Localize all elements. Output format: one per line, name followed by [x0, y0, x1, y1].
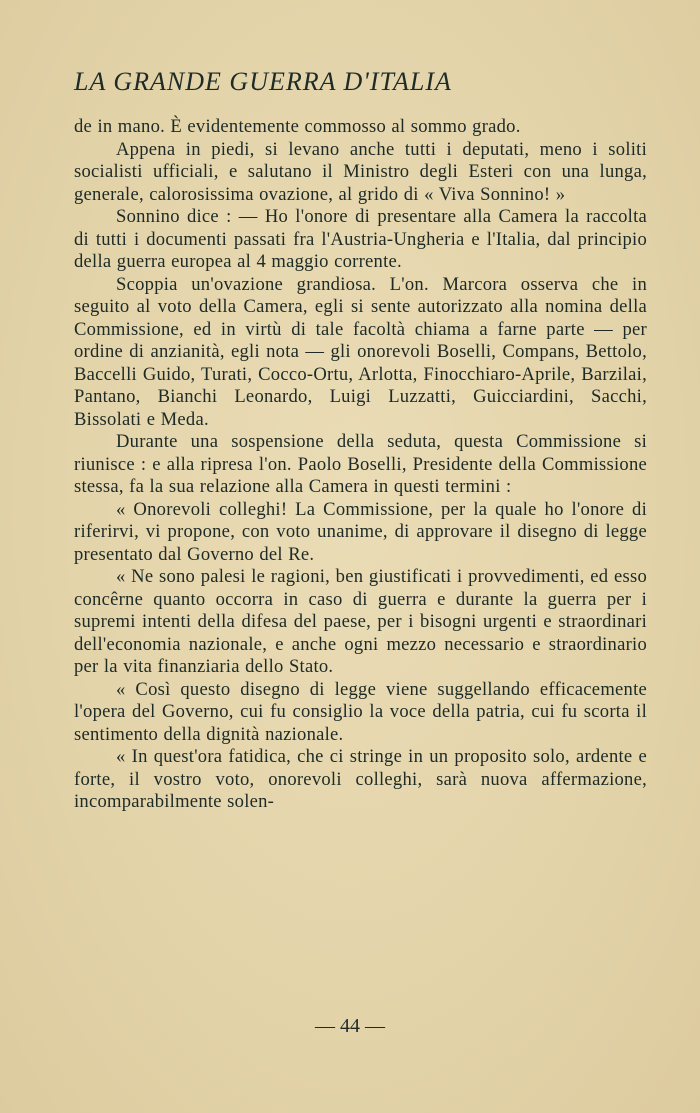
paragraph: Sonnino dice : — Ho l'onore di presentare alla Camera la raccolta di tutti i documenti passati fra l'Austria-Ungheria e l'Italia, dal principio della guerra europea al 4 maggio corrente. — [74, 206, 647, 272]
paragraph: « Così questo disegno di legge viene suggellando efficacemente l'opera del Governo, cui fu consiglio la voce della patria, cui fu scorta il sentimento della dignità nazionale. — [74, 678, 647, 745]
paragraph: « Onorevoli colleghi! La Commissione, per la quale ho l'onore di riferirvi, vi propone, con voto unanime, di approvare il disegno di legge presentato dal Governo del Re. — [74, 498, 647, 565]
page-number: — 44 — — [315, 1015, 385, 1037]
paragraph: « Ne sono palesi le ragioni, ben giustificati i provvedimenti, ed esso concêrne quanto occorra in caso di guerra e durante la guerra per i supremi intenti della difesa del paese, per i bisogni urgenti e straordinari dell'economia nazionale, e anche ogni mezzo necessario e straordinario per la vita finanziaria dello Stato. — [74, 566, 647, 677]
paragraph-continuation: de in mano. È evidentemente commosso al sommo grado. — [74, 116, 521, 137]
running-head-title: LA GRANDE GUERRA D'ITALIA — [74, 67, 452, 96]
paragraph: Appena in piedi, si levano anche tutti i deputati, meno i soliti socialisti ufficiali, e salutano il Ministro degli Esteri con una lunga, generale, calorosissima ovazione, al grido di « Viva Sonnino! » — [74, 138, 647, 205]
paragraph: « In quest'ora fatidica, che ci stringe in un proposito solo, ardente e forte, il vostro voto, onorevoli colleghi, sarà nuova affermazione, incomparabilmente solen- — [74, 746, 647, 812]
body-text — [74, 116, 647, 814]
paragraph: Durante una sospensione della seduta, questa Commissione si riunisce : e alla ripresa l'on. Paolo Boselli, Presidente della Commissione stessa, fa la sua relazione alla Camera in questi termini : — [74, 431, 647, 497]
paragraph: Scoppia un'ovazione grandiosa. L'on. Marcora osserva che in seguito al voto della Camera, egli si sente autorizzato alla nomina della Commissione, ed in virtù di tale facoltà chiama a farne parte — per ordine di anzianità, egli nota — gli onorevoli Boselli, Compans, Bettolo, Baccelli Guido, Turati, Cocco-Ortu, Arlotta, Finocchiaro-Aprile, Barzilai, Pantano, Bianchi Leonardo, Luigi Luzzatti, Guicciardini, Sacchi, Bissolati e Meda. — [74, 273, 647, 430]
